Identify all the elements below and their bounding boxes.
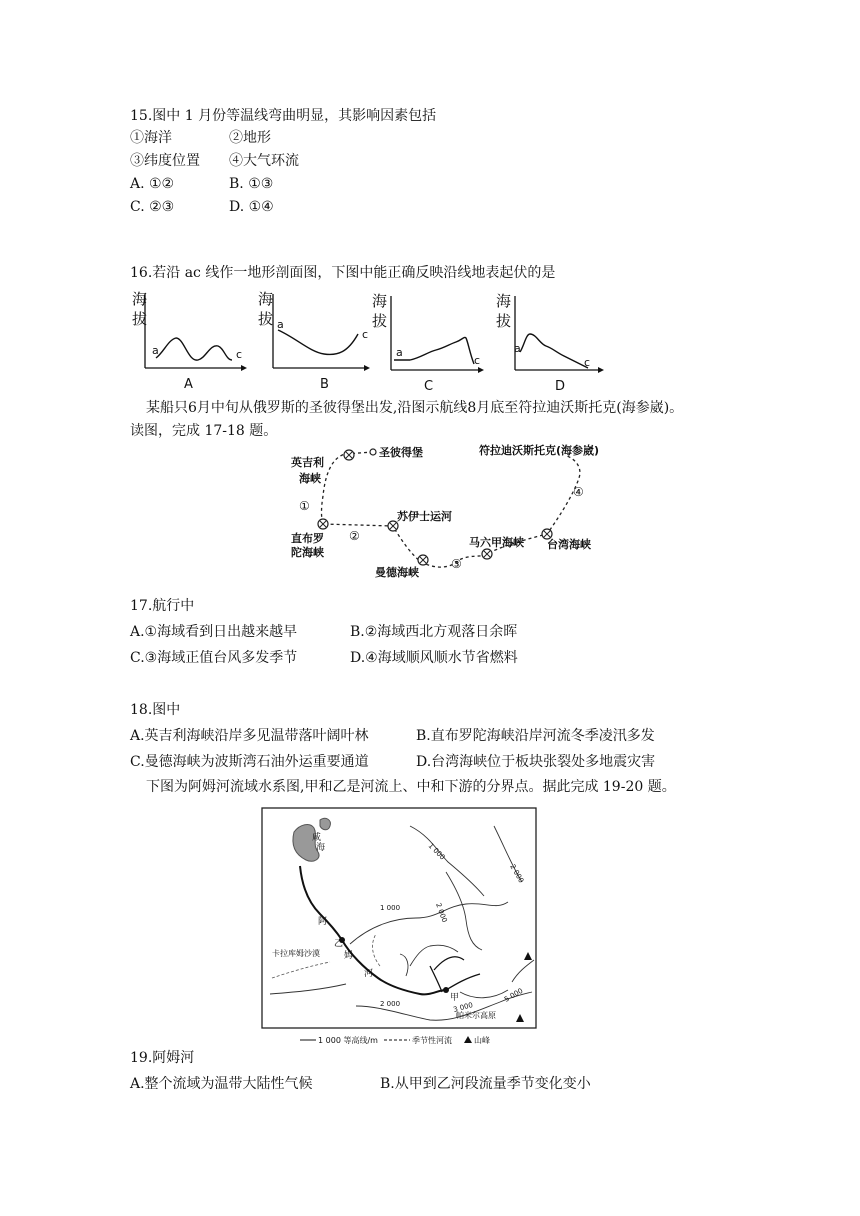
label-c3000: 3 000 bbox=[452, 1001, 474, 1014]
q15-option-b: B. ①③ bbox=[229, 176, 274, 192]
label-karakum: 卡拉库姆沙漠 bbox=[272, 949, 320, 958]
q15-item-4: ④大气环流 bbox=[229, 153, 299, 169]
label-c1000-a: 1 000 bbox=[426, 841, 447, 862]
label-malacca: 马六甲海峡 bbox=[469, 536, 524, 549]
profile-c-ylabel-2: 拔 bbox=[372, 312, 388, 330]
legend-peak: 山峰 bbox=[474, 1036, 490, 1045]
label-c2000-c: 2 000 bbox=[380, 1000, 401, 1008]
profile-b-letter: B bbox=[320, 377, 329, 392]
label-mu-char: 姆 bbox=[344, 951, 354, 961]
profile-c-letter: C bbox=[424, 379, 434, 394]
q19-option-a: A.整个流域为温带大陆性气候 bbox=[130, 1076, 313, 1092]
q17-option-c: C.③海域正值台风多发季节 bbox=[130, 650, 298, 666]
label-english-channel-2: 海峡 bbox=[299, 472, 321, 485]
profile-b bbox=[256, 286, 376, 396]
label-pamir: 帕米尔高原 bbox=[456, 1011, 496, 1020]
q15-item-2: ②地形 bbox=[229, 130, 271, 146]
profile-c bbox=[370, 290, 490, 400]
profile-c-ylabel-1: 海 bbox=[372, 292, 388, 310]
q15-item-1: ①海洋 bbox=[130, 130, 172, 146]
q17-option-a: A.①海域看到日出越来越早 bbox=[130, 624, 298, 640]
num-2: ② bbox=[349, 529, 360, 543]
profile-a-letter: A bbox=[184, 377, 193, 392]
profile-d bbox=[494, 290, 614, 400]
profile-c-end: c bbox=[474, 354, 481, 367]
label-c2000-a: 2 000 bbox=[434, 901, 449, 924]
profile-c-start: a bbox=[396, 346, 403, 359]
label-yi: 乙 bbox=[334, 939, 344, 949]
label-jia: 甲 bbox=[450, 993, 460, 1003]
label-c2000-b: 2 000 bbox=[508, 863, 526, 885]
label-gibraltar-2: 陀海峡 bbox=[291, 546, 324, 559]
profile-d-curve bbox=[520, 334, 591, 369]
label-c5000: 5 000 bbox=[503, 986, 525, 1004]
profile-d-letter: D bbox=[555, 379, 566, 394]
label-he-char: 河 bbox=[364, 969, 374, 979]
intro-17-18-line1: 某船只6月中旬从俄罗斯的圣彼得堡出发,沿图示航线8月底至符拉迪沃斯托克(海参崴)。 bbox=[146, 400, 684, 416]
profile-a bbox=[128, 286, 248, 396]
q15-stem: 15.图中 1 月份等温线弯曲明显，其影响因素包括 bbox=[130, 108, 437, 124]
profile-d-ylabel-1: 海 bbox=[496, 292, 512, 310]
num-3: ③ bbox=[451, 557, 462, 571]
profile-a-ylabel-1: 海 bbox=[132, 290, 148, 308]
q19-option-b: B.从甲到乙河段流量季节变化变小 bbox=[380, 1076, 591, 1092]
q17-option-b: B.②海域西北方观落日余晖 bbox=[350, 624, 518, 640]
label-mandeb: 曼德海峡 bbox=[375, 566, 419, 579]
q19-stem: 19.阿姆河 bbox=[130, 1050, 195, 1066]
route-map bbox=[283, 436, 613, 581]
q18-option-a: A.英吉利海峡沿岸多见温带落叶阔叶林 bbox=[130, 728, 369, 744]
profile-b-start: a bbox=[277, 318, 284, 331]
q15-option-a: A. ①② bbox=[130, 176, 175, 192]
q17-option-d: D.④海域顺风顺水节省燃料 bbox=[350, 650, 518, 666]
q18-option-b: B.直布罗陀海峡沿岸河流冬季凌汛多发 bbox=[416, 728, 655, 744]
q18-option-d: D.台湾海峡位于板块张裂处多地震灾害 bbox=[416, 754, 656, 770]
profile-d-end: c bbox=[584, 356, 591, 369]
label-aral-1: 咸 bbox=[312, 833, 322, 843]
q18-stem: 18.图中 bbox=[130, 702, 181, 718]
label-aral-2: 海 bbox=[316, 843, 326, 853]
label-suez: 苏伊士运河 bbox=[397, 510, 452, 523]
profile-a-start: a bbox=[152, 344, 159, 357]
label-gibraltar-1: 直布罗 bbox=[291, 532, 324, 545]
q18-option-c: C.曼德海峡为波斯湾石油外运重要通道 bbox=[130, 754, 369, 770]
profile-a-end: c bbox=[236, 348, 243, 361]
profile-c-curve bbox=[394, 337, 474, 364]
profile-a-curve bbox=[156, 338, 232, 360]
profile-d-ylabel-2: 拔 bbox=[496, 312, 512, 330]
profile-a-ylabel-2: 拔 bbox=[132, 310, 148, 328]
point-jia bbox=[443, 987, 449, 993]
label-vladivostok: 符拉迪沃斯托克(海参崴) bbox=[479, 444, 600, 457]
label-taiwan: 台湾海峡 bbox=[547, 538, 591, 551]
amu-darya-map bbox=[260, 806, 540, 1056]
profile-b-end: c bbox=[362, 328, 369, 341]
label-st-petersburg: 圣彼得堡 bbox=[379, 446, 423, 459]
label-c1000-b: 1 000 bbox=[380, 904, 401, 912]
q15-option-c: C. ②③ bbox=[130, 199, 175, 215]
num-4: ④ bbox=[573, 485, 584, 499]
q15-option-d: D. ①④ bbox=[229, 199, 274, 215]
label-a-char: 阿 bbox=[318, 917, 328, 927]
num-1: ① bbox=[299, 499, 310, 513]
profile-d-start: a bbox=[514, 342, 521, 355]
intro-17-18-line2: 读图，完成 17-18 题。 bbox=[130, 423, 278, 439]
q16-stem: 16.若沿 ac 线作一地形剖面图，下图中能正确反映沿线地表起伏的是 bbox=[130, 265, 556, 281]
label-english-channel-1: 英吉利 bbox=[291, 456, 324, 469]
profile-b-ylabel-2: 拔 bbox=[258, 310, 274, 328]
q15-item-3: ③纬度位置 bbox=[130, 153, 200, 169]
legend-seasonal: 季节性河流 bbox=[412, 1036, 452, 1045]
profile-b-curve bbox=[278, 330, 358, 354]
profile-b-ylabel-1: 海 bbox=[258, 290, 274, 308]
q17-stem: 17.航行中 bbox=[130, 598, 195, 614]
legend-contour: 1 000 等高线/m bbox=[318, 1036, 378, 1045]
st-petersburg-marker bbox=[370, 449, 376, 455]
legend-peak-icon bbox=[464, 1036, 472, 1043]
intro-19-20: 下图为阿姆河流域水系图,甲和乙是河流上、中和下游的分界点。据此完成 19-20 题。 bbox=[146, 779, 676, 795]
